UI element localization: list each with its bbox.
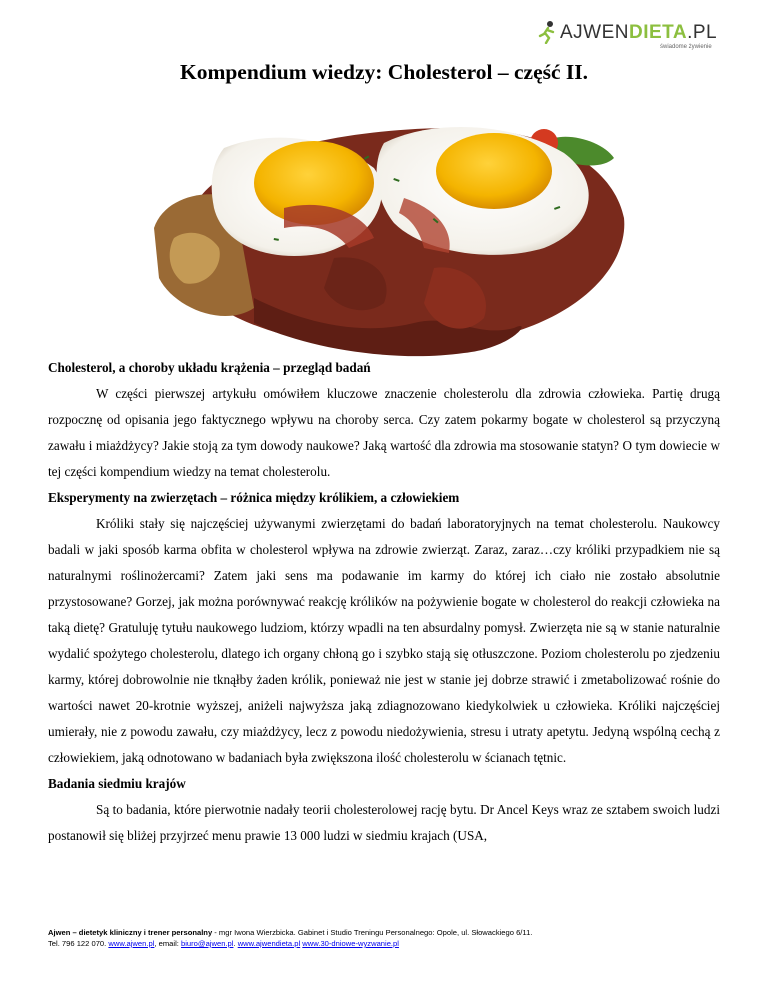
footer-email-label: , email: [154, 939, 181, 948]
link-ajwen[interactable]: www.ajwen.pl [108, 939, 155, 948]
article-body [48, 355, 720, 849]
footer-phone: Tel. 796 122 070. [48, 939, 109, 948]
footer-line-1 [48, 927, 720, 938]
section-heading-siedmiu-krajow: Badania siedmiu krajów [48, 776, 186, 791]
logo-part-pl: .PL [687, 22, 718, 43]
page-footer [48, 927, 720, 949]
link-ajwendieta[interactable]: www.ajwendieta.pl [237, 939, 301, 948]
section-paragraph-keys: Są to badania, które pierwotnie nadały teorii cholesterolowej rację bytu. Dr Ancel Keys wraz ze sztabem swoich ludzi postanowił się bliżej przyjrzeć menu prawie 13 000 ludzi w siedmiu krajach (USA, [48, 802, 720, 843]
logo-part-ajwen: AJWEN [560, 22, 629, 43]
footer-line-2: Tel. 796 122 070. www.ajwen.pl, email: biuro@ajwen.pl. www.ajwendieta.pl www.30-dniowe-wyzwanie.pl [48, 939, 399, 948]
section-paragraph-intro: W części pierwszej artykułu omówiłem kluczowe znaczenie cholesterolu dla zdrowia człowieka. Partię drugą rozpocznę od opisania jego faktycznego wpływu na choroby serca. Czy zatem pokarmy bogate w cholesterol są przyczyną zawału i miażdżycy? Jakie stoją za tym dowody naukowe? Jaką wartość dla zdrowia ma stosowanie statyn? O tym dowiecie w tej części kompendium wiedzy na temat cholesterolu. [48, 386, 720, 479]
footer-address: - mgr Iwona Wierzbicka. Gabinet i Studio Treningu Personalnego: Opole, ul. Słowackiego 6/11. [212, 928, 533, 937]
link-30-dniowe[interactable]: www.30-dniowe-wyzwanie.pl [302, 939, 399, 948]
logo-text [560, 22, 717, 44]
logo-tagline: świadome żywienie [660, 44, 712, 50]
logo-part-dieta: DIETA [629, 22, 688, 43]
site-logo[interactable] [536, 22, 736, 52]
section-heading-eksperymenty: Eksperymenty na zwierzętach – różnica między królikiem, a człowiekiem [48, 490, 460, 505]
runner-icon [536, 20, 558, 44]
eggs-ham-photo [134, 88, 634, 368]
page-title: Kompendium wiedzy: Cholesterol – część II. [179, 60, 589, 84]
footer-company: Ajwen – dietetyk kliniczny i trener personalny [48, 928, 213, 937]
section-heading-cholesterol-choroby: Cholesterol, a choroby układu krążenia – przegląd badań [48, 360, 371, 375]
link-email[interactable]: biuro@ajwen.pl [180, 939, 234, 948]
section-paragraph-kroliki: Króliki stały się najczęściej używanymi zwierzętami do badań laboratoryjnych na temat cholesterolu. Naukowcy badali w jaki sposób karma obfita w cholesterol wpływa na zdrowie zwierząt. Zaraz, zaraz…czy króliki przypadkiem nie są naturalnymi roślinożercami? Zatem jaki sens ma podawanie im karmy do której ich ciało nie zostało absolutnie przystosowane? Gorzej, jak można porównywać reakcję królików na pożywienie bogate w cholesterol do reakcji człowieka na taką dietę? Gratuluję tytułu naukowego ludziom, którzy wpadli na ten absurdalny pomysł. Zwierzęta nie są w stanie naturalnie wydalić spożytego cholesterolu, dlatego ich organy chłoną go i szybko stają się otłuszczone. Poziom cholesterolu po zjedzeniu karmy, której dobrowolnie nie tknąłby żaden królik, ponieważ nie jest w stanie jej dobrze strawić i zmetabolizować rośnie do wartości nawet 20-krotnie wyższej, aniżeli najwyższa jaką zdiagnozowano kiedykolwiek u człowieka. Króliki najczęściej umierały, nie z powodu zawału, czy miażdżycy, lecz z powodu niedożywienia, stresu i utraty apetytu. Jedyną wspólną cechą z człowiekiem, jaką odnotowano w badaniach była zwiększona ilość cholesterolu w ścianach tętnic. [48, 516, 720, 765]
